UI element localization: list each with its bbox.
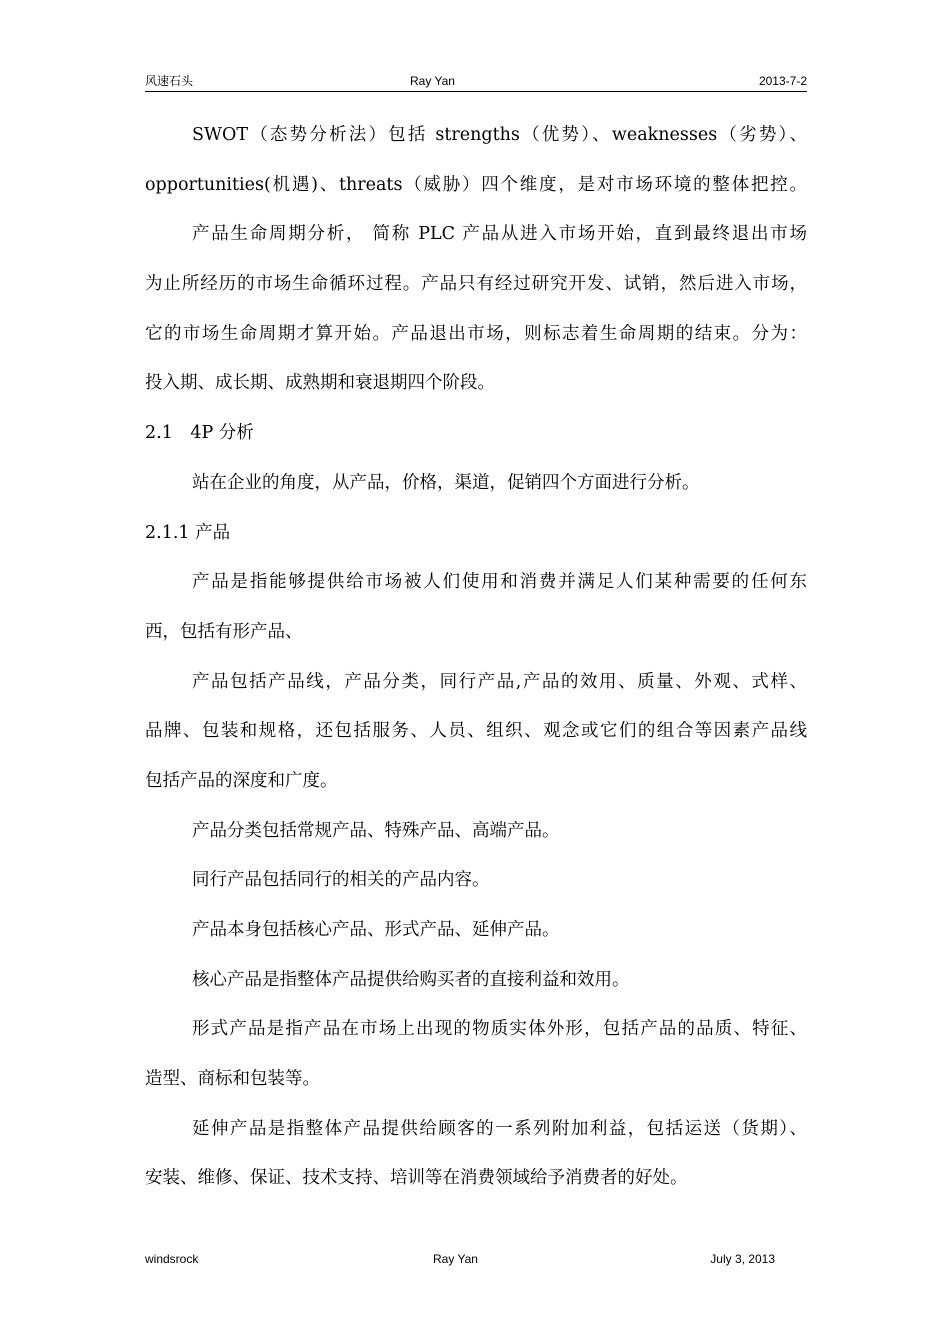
body-line: 延伸产品是指整体产品提供给顾客的一系列附加利益，包括运送（货期）、 xyxy=(192,1118,807,1139)
body-line: 造型、商标和包装等。 xyxy=(145,1069,320,1090)
body-line: 产品分类包括常规产品、特殊产品、高端产品。 xyxy=(192,820,560,841)
body-line: 安装、维修、保证、技术支持、培训等在消费领域给予消费者的好处。 xyxy=(145,1168,688,1189)
header-right-text: 2013-7-2 xyxy=(758,74,807,88)
body-line: 西，包括有形产品、 xyxy=(145,621,303,642)
footer-center-text: Ray Yan xyxy=(433,1252,478,1266)
body-line: 产品包括产品线，产品分类，同行产品,产品的效用、质量、外观、式样、 xyxy=(192,671,807,692)
body-line: 品牌、包装和规格，还包括服务、人员、组织、观念或它们的组合等因素产品线 xyxy=(145,721,807,742)
page-header xyxy=(145,72,807,90)
footer-left-text: windsrock xyxy=(145,1252,199,1266)
body-line: 为止所经历的市场生命循环过程。产品只有经过研究开发、试销，然后进入市场， xyxy=(145,274,807,295)
body-line: 站在企业的角度，从产品，价格，渠道，促销四个方面进行分析。 xyxy=(192,472,700,493)
body-line: 产品本身包括核心产品、形式产品、延伸产品。 xyxy=(192,920,560,940)
section-heading: 2.1.1 产品 xyxy=(145,522,231,543)
body-line: 同行产品包括同行的相关的产品内容。 xyxy=(192,870,490,891)
body-line: 投入期、成长期、成熟期和衰退期四个阶段。 xyxy=(145,373,495,394)
body-line: opportunities(机遇)、threats（威胁）四个维度，是对市场环境的整体把控。 xyxy=(145,174,807,195)
body-line: 核心产品是指整体产品提供给购买者的直接利益和效用。 xyxy=(192,969,630,990)
footer-right-text: July 3, 2013 xyxy=(710,1252,775,1266)
header-center-text: Ray Yan xyxy=(410,74,455,88)
header-rule xyxy=(145,91,807,92)
header-left-text: 风速石头 xyxy=(145,74,194,88)
page-footer xyxy=(145,1250,775,1268)
body-line: 包括产品的深度和广度。 xyxy=(145,770,338,791)
body-line: 形式产品是指产品在市场上出现的物质实体外形，包括产品的品质、特征、 xyxy=(192,1019,807,1040)
body-line: SWOT（态势分析法）包括 strengths（优势）、weaknesses（劣势）、 xyxy=(192,125,807,145)
body-text xyxy=(145,111,807,1204)
body-line: 它的市场生命周期才算开始。产品退出市场，则标志着生命周期的结束。分为： xyxy=(145,323,807,344)
body-line: 产品是指能够提供给市场被人们使用和消费并满足人们某种需要的任何东 xyxy=(192,572,807,593)
section-heading: 2.1 4P 分析 xyxy=(145,423,254,444)
body-line: 产品生命周期分析， 简称 PLC 产品从进入市场开始，直到最终退出市场 xyxy=(192,224,807,245)
